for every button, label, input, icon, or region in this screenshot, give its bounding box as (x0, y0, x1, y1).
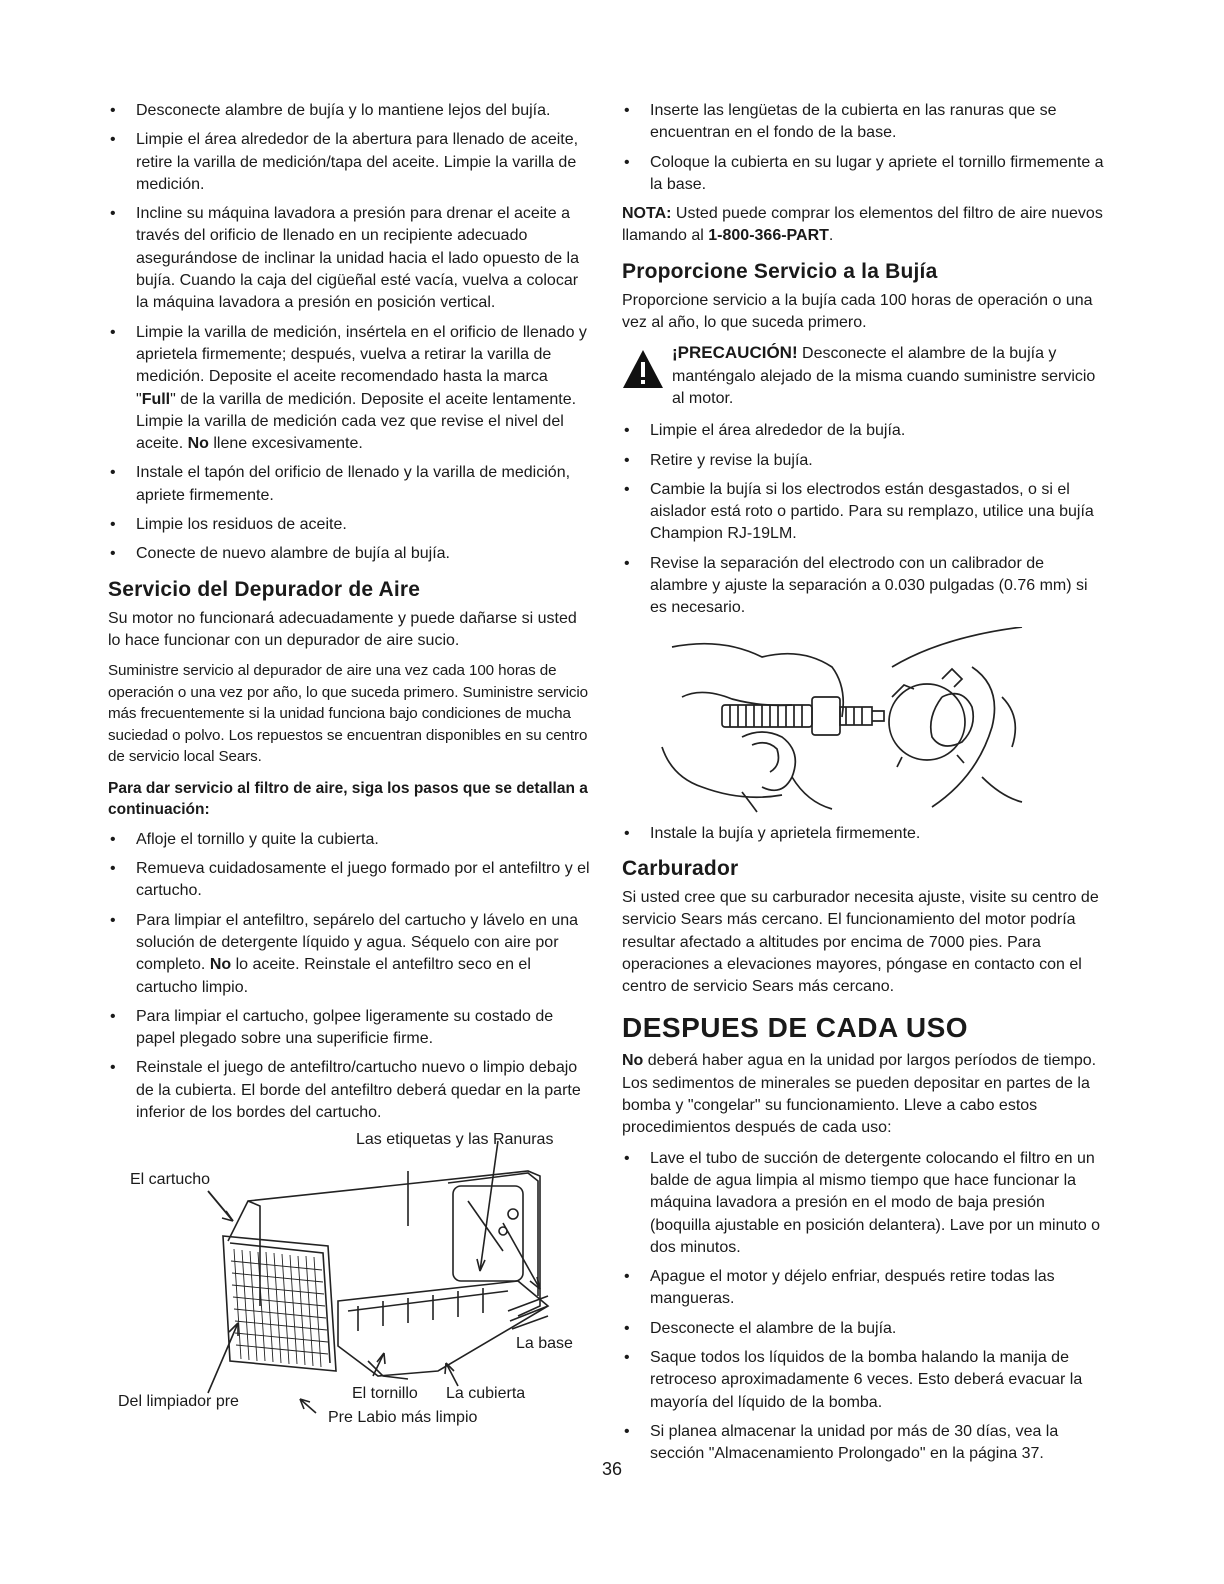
list-item: • Revise la separación del electrodo con un calibrador de alambre y ajuste la separación a 0.030 pulgadas (0.76 mm) si es necesario. (624, 554, 1088, 617)
list-item: • Coloque la cubierta en su lugar y apriete el tornillo firmemente a la base. (624, 153, 1104, 193)
warning-triangle-icon (622, 348, 664, 390)
air-filter-illustration (108, 1131, 592, 1431)
list-item: • Conecte de nuevo alambre de bujía al bujía. (110, 545, 450, 563)
note: NOTA: Usted puede comprar los elementos del filtro de aire nuevos llamando al 1-800-366-PART. (622, 205, 1103, 245)
list-item: • Lave el tubo de succión de detergente colocando el filtro en un balde de agua limpia al mismo tiempo que hace funcionar la máquina lavadora a presión en el modo de baja presión (boquilla ajustable en posición delantera). Lave por un minuto o dos minutos. (624, 1149, 1101, 1256)
carburetor-heading: Carburador (622, 856, 739, 880)
label-cover: La cubierta (446, 1385, 526, 1403)
list-item: • Para limpiar el cartucho, golpee ligeramente su costado de papel plegado sobre una superificie firme. (110, 1007, 554, 1048)
label-base: La base (516, 1335, 573, 1353)
list-item: • Limpie el área alrededor de la bujía. (624, 422, 906, 440)
spark-plug-illustration (642, 627, 1126, 817)
air-cleaner-steps-intro: Para dar servicio al filtro de aire, siga los pasos que se detallan a continuación: (108, 779, 588, 819)
air-filter-figure (108, 1131, 592, 1431)
list-item: • Apague el motor y déjelo enfriar, después retire todas las mangueras. (624, 1268, 1055, 1308)
list-item: • Incline su máquina lavadora a presión para drenar el aceite a través del orificio de llenado en un recipiente adecuado asegurándose de inclinar la unidad hacia el lado opuesto de la bujía. Cuando la caja del cigüeñal esté vacía, vuelva a colocar la máquina lavadora a presión en posición vertical. (110, 205, 579, 312)
left-column (108, 100, 592, 1431)
label-prefilter: Del limpiador pre (118, 1393, 239, 1411)
label-pre-lip: Pre Labio más limpio (328, 1409, 478, 1427)
after-use-heading: DESPUES DE CADA USO (622, 1012, 969, 1044)
list-item: • Afloje el tornillo y quite la cubierta. (110, 830, 379, 848)
after-use-intro: No deberá haber agua en la unidad por largos períodos de tiempo. Los sedimentos de minerales se pueden depositar en partes de la bomba y "congelar" su funcionamiento. Lleve a cabo estos procedimientos después de cada uso: (622, 1052, 1097, 1137)
air-cleaner-schedule: Suministre servicio al depurador de aire una vez cada 100 horas de operación o una vez por año, lo que suceda primero. Suministre servicio más frecuentemente si la unidad funciona bajo condiciones de mucha suciedad o polvo. Los repuestos se encuentran disponibles en su centro de servicio local Sears. (108, 662, 589, 766)
label-tabs-slots: Las etiquetas y las Ranuras (356, 1131, 554, 1149)
spark-plug-intro: Proporcione servicio a la bujía cada 100 horas de operación o una vez al año, lo que suceda primero. (622, 291, 1093, 332)
list-item: • Remueva cuidadosamente el juego formado por el antefiltro y el cartucho. (110, 860, 590, 900)
spark-plug-figure (622, 627, 1106, 817)
caution-box: ¡PRECAUCIÓN! Desconecte el alambre de la bujía y manténgalo alejado de la misma cuando suministre servicio al motor. (622, 342, 1106, 410)
list-item: • Instale la bujía y aprietela firmemente. (624, 824, 921, 842)
list-item: • Para limpiar el antefiltro, sepárelo del cartucho y lávelo en una solución de detergente líquido y agua. Séquelo con aire por completo. No lo aceite. Reinstale el antefiltro seco en el cartucho limpio. (110, 911, 579, 996)
air-cleaner-intro: Su motor no funcionará adecuadamente y puede dañarse si usted lo hace funcionar con un depurador de aire sucio. (108, 609, 577, 649)
page-number: 36 (601, 1459, 623, 1479)
list-item: • Saque todos los líquidos de la bomba halando la manija de retroceso aproximadamente 6 veces. Esto deberá evacuar la mayoría del líquido de la bomba. (624, 1348, 1083, 1411)
air-cleaner-heading: Servicio del Depurador de Aire (108, 577, 421, 601)
label-cartridge: El cartucho (130, 1171, 211, 1189)
list-item: • Cambie la bujía si los electrodos están desgastados, o si el aislador está roto o partido. Para su remplazo, utilice una bujía Champion RJ-19LM. (624, 480, 1094, 543)
list-item: • Desconecte alambre de bujía y lo mantiene lejos del bujía. (110, 102, 551, 119)
list-item: • Limpie los residuos de aceite. (110, 516, 347, 534)
list-item: • Limpie el área alrededor de la abertura para llenado de aceite, retire la varilla de medición/tapa del aceite. Limpie la varilla de medición. (110, 131, 579, 193)
list-item: • Instale el tapón del orificio de llenado y la varilla de medición, apriete firmemente. (110, 464, 571, 504)
list-item: • Inserte las lengüetas de la cubierta en las ranuras que se encuentran en el fondo de la base. (624, 102, 1057, 142)
list-item: • Limpie la varilla de medición, insértela en el orificio de llenado y aprietela firmemente; después, vuelva a retirar la varilla de medición. Deposite el aceite recomendado hasta la marca "Full" de la varilla de medición. Deposite el aceite lentamente. Limpie la varilla de medición cada vez que revise el nivel del aceite. No llene excesivamente. (110, 323, 587, 453)
list-item: • Reinstale el juego de antefiltro/cartucho nuevo o limpio debajo de la cubierta. El borde del antefiltro deberá quedar en la parte inferior de los bordes del cartucho. (110, 1059, 581, 1121)
spark-plug-heading: Proporcione Servicio a la Bujía (622, 259, 938, 283)
list-item: • Si planea almacenar la unidad por más de 30 días, vea la sección "Almacenamiento Prolongado" en la página 37. (624, 1422, 1059, 1463)
list-item: • Desconecte el alambre de la bujía. (624, 1319, 897, 1337)
carburetor-para: Si usted cree que su carburador necesita ajuste, visite su centro de servicio Sears más cercano. El funcionamiento del motor podría resultar afectado a altitudes por encima de 7000 pies. Para operaciones a elevaciones mayores, póngase en contacto con el centro de servicio Sears más cercano. (622, 888, 1099, 996)
list-item: • Retire y revise la bujía. (624, 451, 813, 469)
label-screw: El tornillo (352, 1385, 418, 1403)
right-column (622, 100, 1106, 1472)
